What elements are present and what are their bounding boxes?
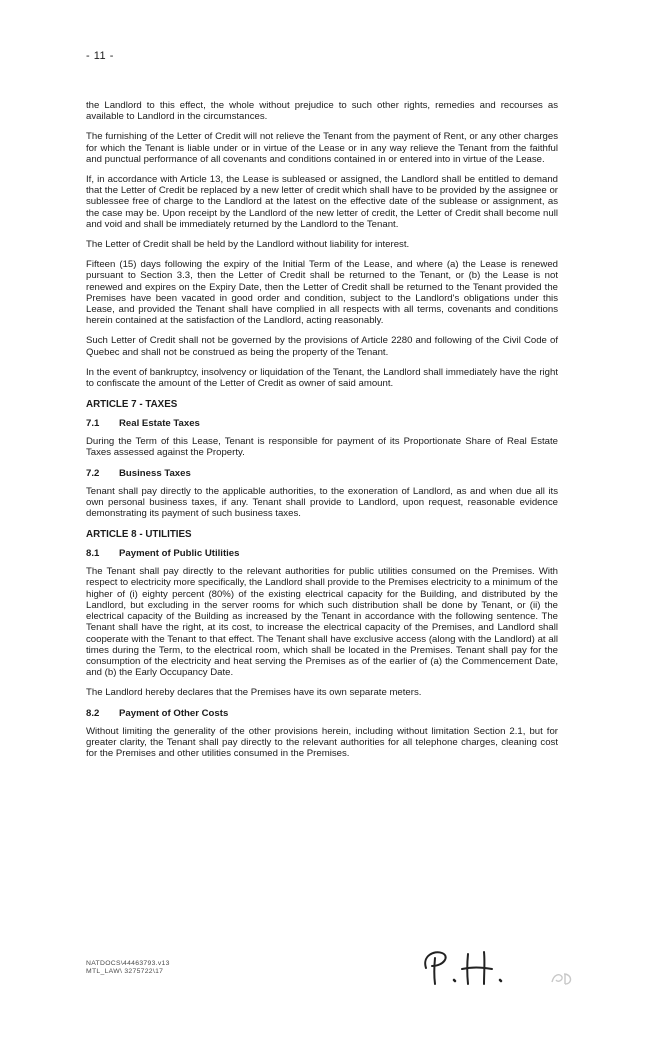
section-7-2-heading (86, 468, 558, 479)
section-8-1-text: The Tenant shall pay directly to the relevant authorities for public utilities consumed on the Premises. With respect to electricity more specifically, the Landlord shall provide to the Premises electricity to a minimum of the higher of (i) eighty percent (80%) of the existing electrical capacity for the Building, and distributed by the Landlord, but excluding in the server rooms for which such distribution shall be done by Tenant, or (ii) the electrical capacity of the Building as increased by the Tenant in accordance with the following sentence. The Tenant shall have the right, at its cost, to increase the electrical capacity of the Premises, and Landlord shall cooperate with the Tenant to that effect. The Tenant shall have exclusive access (along with the Landlord) at all times during the Term, to the electrical room, which shall be located in the Premises. Tenant shall pay for the consumption of the electricity and heat serving the Premises as of the earlier of (a) the Commencement Date, and (b) the Early Occupancy Date. (86, 566, 558, 679)
section-number: 7.1 (86, 418, 100, 430)
article-8-heading: ARTICLE 8 - UTILITIES (86, 529, 192, 541)
paragraph: Fifteen (15) days following the expiry of the Initial Term of the Lease, and where (a) the Lease is renewed pursuant to Section 3.3, then the Letter of Credit shall be returned to the Tenant, or (b) the Lease is not renewed and expires on the Expiry Date, then the Letter of Credit shall be returned to the Tenant provided the Premises have been vacated in good order and condition, subject to the Landlord's obligations under this Lease, and provided the Tenant shall have complied in all respects with all terms, covenants and conditions herein contained at the satisfaction of the Landlord, acting reasonably. (86, 259, 558, 327)
document-body (86, 100, 558, 768)
section-number: 7.2 (86, 467, 100, 479)
paragraph: In the event of bankruptcy, insolvency or liquidation of the Tenant, the Landlord shall immediately have the right to confiscate the amount of the Letter of Credit as owner of said amount. (86, 366, 558, 390)
section-8-2-text: Without limiting the generality of the other provisions herein, including without limitation Section 2.1, but for greater clarity, the Tenant shall pay directly to the relevant authorities for all telephone charges, cleaning cost for the Premises and other utilities consumed in the Premises. (86, 725, 558, 759)
article-7-heading: ARTICLE 7 - TAXES (86, 399, 178, 411)
section-8-1-meters-text: The Landlord hereby declares that the Premises have its own separate meters. (86, 687, 422, 699)
handwritten-initials (418, 942, 528, 988)
section-title: Payment of Other Costs (119, 707, 229, 719)
page-number: - 11 - (86, 50, 114, 62)
reference-line: MTL_LAW\ 3275722\17 (86, 968, 164, 975)
section-title: Payment of Public Utilities (119, 548, 240, 560)
section-title: Business Taxes (119, 467, 191, 479)
section-number: 8.2 (86, 707, 100, 719)
section-number: 8.1 (86, 548, 100, 560)
section-7-1-heading (86, 418, 558, 429)
paragraph: The Letter of Credit shall be held by the Landlord without liability for interest. (86, 239, 410, 251)
paragraph: If, in accordance with Article 13, the Lease is subleased or assigned, the Landlord shall be entitled to demand that the Letter of Credit be replaced by a new letter of credit which shall have to be provided by the assignee or sublessee free of charge to the Landlord at the latest on the effective date of the sublease or assignment, as the case may be. Upon receipt by the Landlord of the new letter of credit, the Letter of Credit shall become null and void and shall be immediately returned by the Landlord to the Tenant. (86, 174, 558, 230)
reference-line: NATDOCS\44463793.v13 (86, 960, 170, 967)
section-8-1-heading (86, 548, 558, 559)
paragraph: Such Letter of Credit shall not be governed by the provisions of Article 2280 and following of the Civil Code of Quebec and shall not be construed as being the property of the Tenant. (86, 335, 558, 358)
faint-initials-mark (548, 968, 576, 988)
section-title: Real Estate Taxes (119, 418, 200, 430)
section-7-1-text: During the Term of this Lease, Tenant is responsible for payment of its Proportionate Share of Real Estate Taxes assessed against the Property. (86, 436, 558, 459)
section-8-2-heading (86, 708, 558, 719)
paragraph: The furnishing of the Letter of Credit will not relieve the Tenant from the payment of Rent, or any other charges for which the Tenant is liable under or in virtue of the Lease or in any way relieve the Tenant from the faithful and punctual performance of all covenants and conditions contained in or entered into in virtue of the Lease. (86, 131, 558, 165)
section-7-2-text: Tenant shall pay directly to the applicable authorities, to the exoneration of Landlord, as and when due all its own personal business taxes, if any. Tenant shall provide to Landlord, upon request, reasonable evidence demonstrating its payment of such business taxes. (86, 485, 558, 520)
document-reference (86, 960, 170, 976)
paragraph: the Landlord to this effect, the whole without prejudice to such other rights, remedies and recourses as available to Landlord in the circumstances. (86, 100, 558, 123)
